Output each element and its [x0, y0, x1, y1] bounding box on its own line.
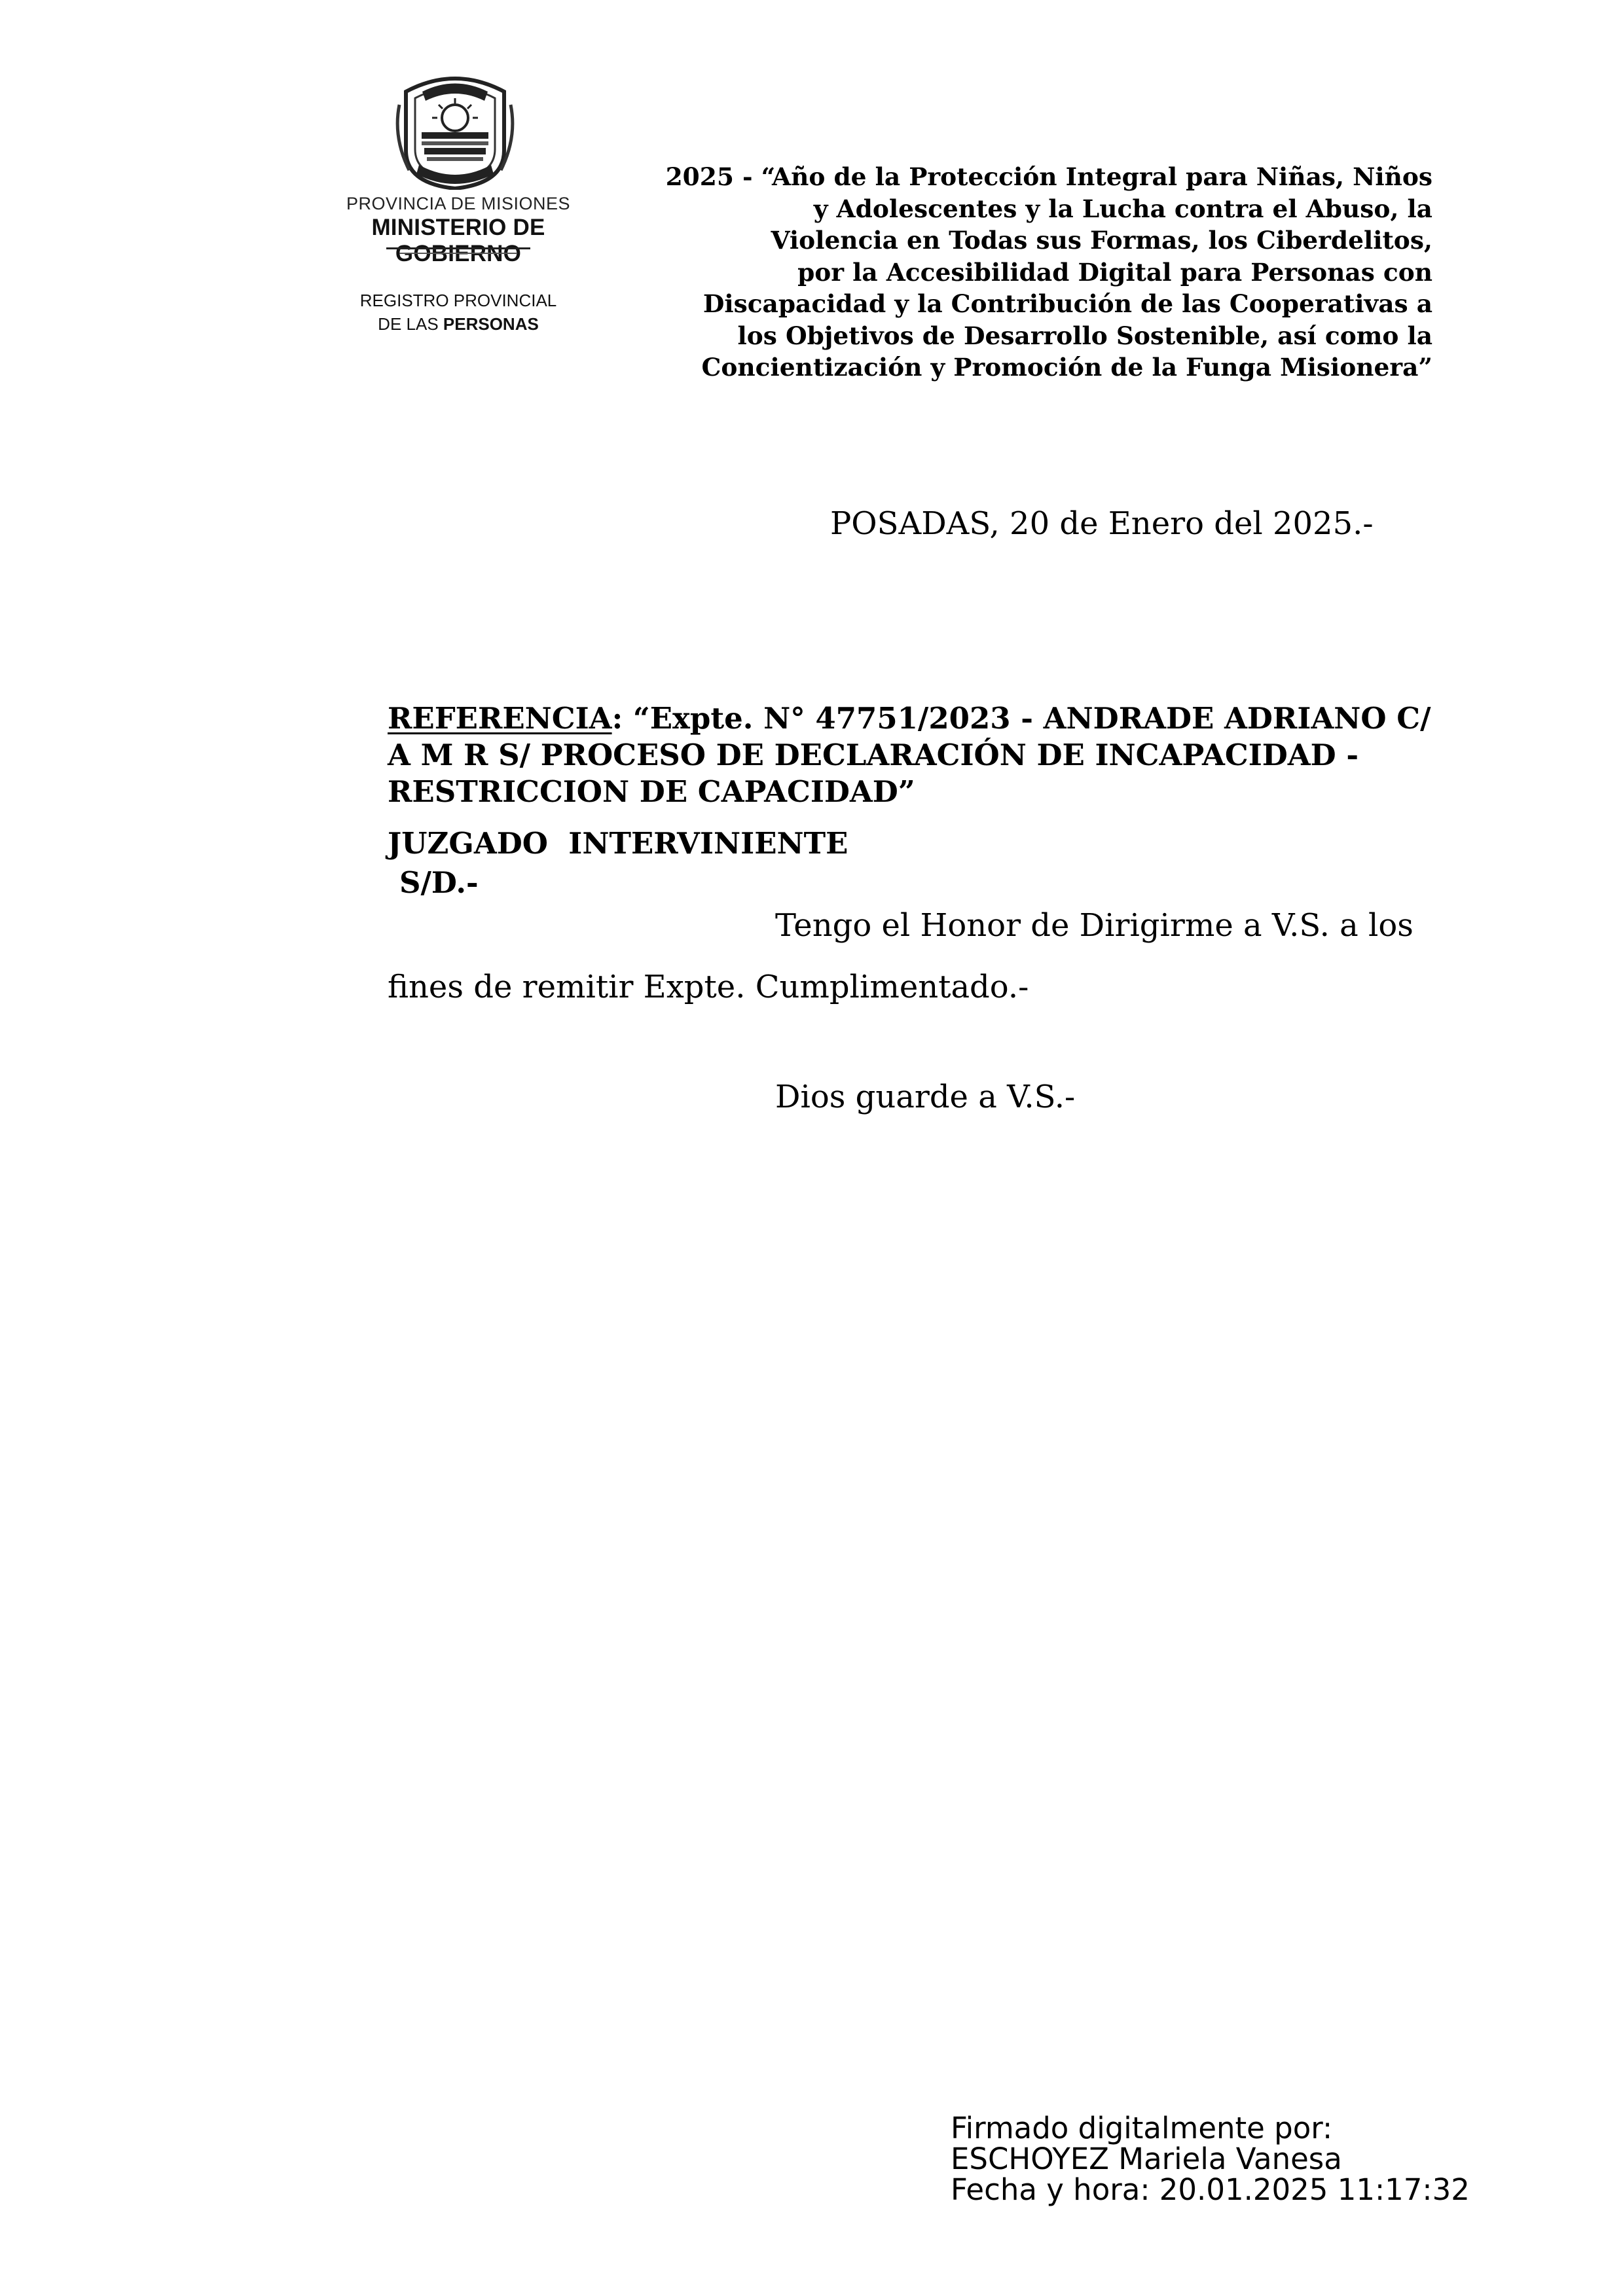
- ministry-divider-secondary: [399, 253, 517, 254]
- motto-line: Violencia en Todas sus Formas, los Ciberdelitos,: [771, 226, 1432, 255]
- registry-label-prefix: DE LAS: [378, 314, 443, 334]
- reference-line: A M R S/ PROCESO DE DECLARACIÓN DE INCAPACIDAD -: [388, 738, 1359, 772]
- court-recipient: JUZGADO INTERVINIENTE: [388, 826, 848, 861]
- reference-line: RESTRICCION DE CAPACIDAD”: [388, 774, 915, 809]
- signature-line: Firmado digitalmente por:: [951, 2111, 1333, 2145]
- ministry-label: MINISTERIO DE GOBIERNO: [371, 215, 545, 266]
- province-seal-logo: [393, 72, 517, 190]
- motto-line: Concientización y Promoción de la Funga Misionera”: [701, 353, 1432, 382]
- ministry-divider: [386, 247, 530, 249]
- signature-signer: ESCHOYEZ Mariela Vanesa: [951, 2142, 1342, 2176]
- reference-line: [388, 700, 1501, 737]
- reference-colon: :: [611, 701, 623, 736]
- date-line: POSADAS, 20 de Enero del 2025.-: [830, 505, 1374, 542]
- closing-text: Dios guarde a V.S.-: [775, 1079, 1076, 1115]
- motto-line: y Adolescentes y la Lucha contra el Abuso, la: [813, 194, 1432, 223]
- motto-line: por la Accesibilidad Digital para Personas con: [797, 257, 1432, 287]
- body-text-line2: fines de remitir Expte. Cumplimentado.-: [388, 969, 1029, 1005]
- digital-signature-block: [951, 2113, 1470, 2205]
- motto-line: 2025 - “Año de la Protección Integral para Niñas, Niños: [665, 162, 1432, 191]
- registry-label-line2: [308, 314, 609, 334]
- signature-timestamp: Fecha y hora: 20.01.2025 11:17:32: [951, 2172, 1470, 2207]
- sd-label: S/D.-: [399, 865, 479, 900]
- registry-label-bold: PERSONAS: [443, 314, 539, 334]
- reference-text: “Expte. N° 47751/2023 - ANDRADE ADRIANO C/: [623, 701, 1431, 736]
- motto-line: Discapacidad y la Contribución de las Cooperativas a: [702, 289, 1432, 318]
- reference-block: [388, 700, 1501, 810]
- reference-label: REFERENCIA: [388, 701, 612, 736]
- province-label: PROVINCIA DE MISIONES: [346, 194, 571, 213]
- registry-label-line1: REGISTRO PROVINCIAL: [359, 291, 557, 310]
- year-motto: [621, 161, 1432, 384]
- motto-line: los Objetivos de Desarrollo Sostenible, así como la: [737, 321, 1432, 350]
- body-text-line1: Tengo el Honor de Dirigirme a V.S. a los: [775, 907, 1413, 944]
